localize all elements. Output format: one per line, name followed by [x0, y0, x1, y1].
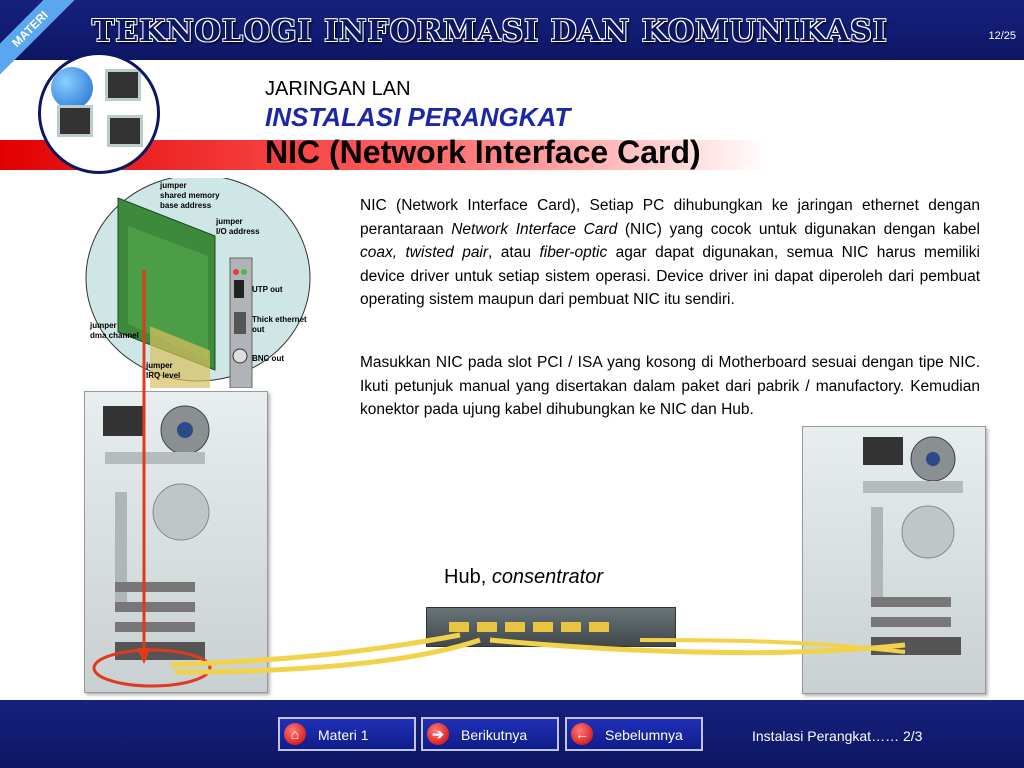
label-jumper-io-address: jumper I/O address [216, 217, 260, 236]
network-cable [170, 635, 460, 665]
next-button-label: Berikutnya [461, 727, 528, 743]
label-jumper-shared-memory: jumper shared memory base address [160, 181, 220, 210]
text-run: Network Interface Card [451, 220, 618, 238]
text-run: fiber-optic [539, 244, 608, 261]
label-jumper-irq: jumper IRQ level [146, 361, 181, 380]
prev-button-label: Sebelumnya [605, 727, 683, 743]
home-icon: ⌂ [284, 723, 306, 745]
nic-port-highlight [94, 650, 210, 686]
materi-ribbon: MATERI [0, 0, 80, 79]
text-run: agar dapat digunakan, semua NIC harus memiliki device driver untuk setiap sistem operasi. Device driver ini dapat diperoleh dari pembuat operating sistem maupun dari pembuat NIC itu sendiri. [360, 244, 980, 308]
prev-button[interactable] [565, 717, 703, 751]
section-subtitle: INSTALASI PERANGKAT [265, 102, 571, 132]
label-utp-out: UTP out [252, 285, 283, 294]
right-arrow-icon: ➔ [427, 723, 449, 745]
page-indicator: 12/25 [988, 30, 1016, 42]
materi-button-label: Materi 1 [318, 727, 369, 743]
body-paragraph-install: Masukkan NIC pada slot PCI / ISA yang kosong di Motherboard sesuai dengan tipe NIC. Ikuti petunjuk manual yang disertakan dalam paket dari pabrik / manufactory. Kemudian konektor pada ujung kabel dihubungkan ke NIC dan Hub. [360, 354, 980, 418]
footer-status: Instalasi Perangkat…… 2/3 [752, 728, 923, 744]
left-arrow-icon: ← [571, 723, 593, 745]
label-bnc-out: BNC out [252, 354, 284, 363]
text-run: NIC (Network Interface Card), Setiap PC dihubungkan ke jaringan ethernet dengan perantaraan [360, 197, 980, 238]
hub-caption: Hub, consentrator [444, 566, 603, 588]
label-thick-ethernet: Thick ethernet out [252, 315, 307, 334]
app-title: TEKNOLOGI INFORMASI DAN KOMUNIKASI [92, 14, 888, 49]
label-jumper-dma: jumper dma channel [90, 321, 139, 340]
section-kicker: JARINGAN LAN [265, 78, 411, 100]
text-run: coax, twisted pair [360, 244, 489, 261]
text-run: , atau [488, 244, 540, 261]
next-button[interactable] [421, 717, 559, 751]
materi-button[interactable] [278, 717, 416, 751]
text-run: (NIC) yang cocok untuk digunakan dengan kabel [617, 220, 980, 238]
page-title: NIC (Network Interface Card) [265, 134, 701, 170]
